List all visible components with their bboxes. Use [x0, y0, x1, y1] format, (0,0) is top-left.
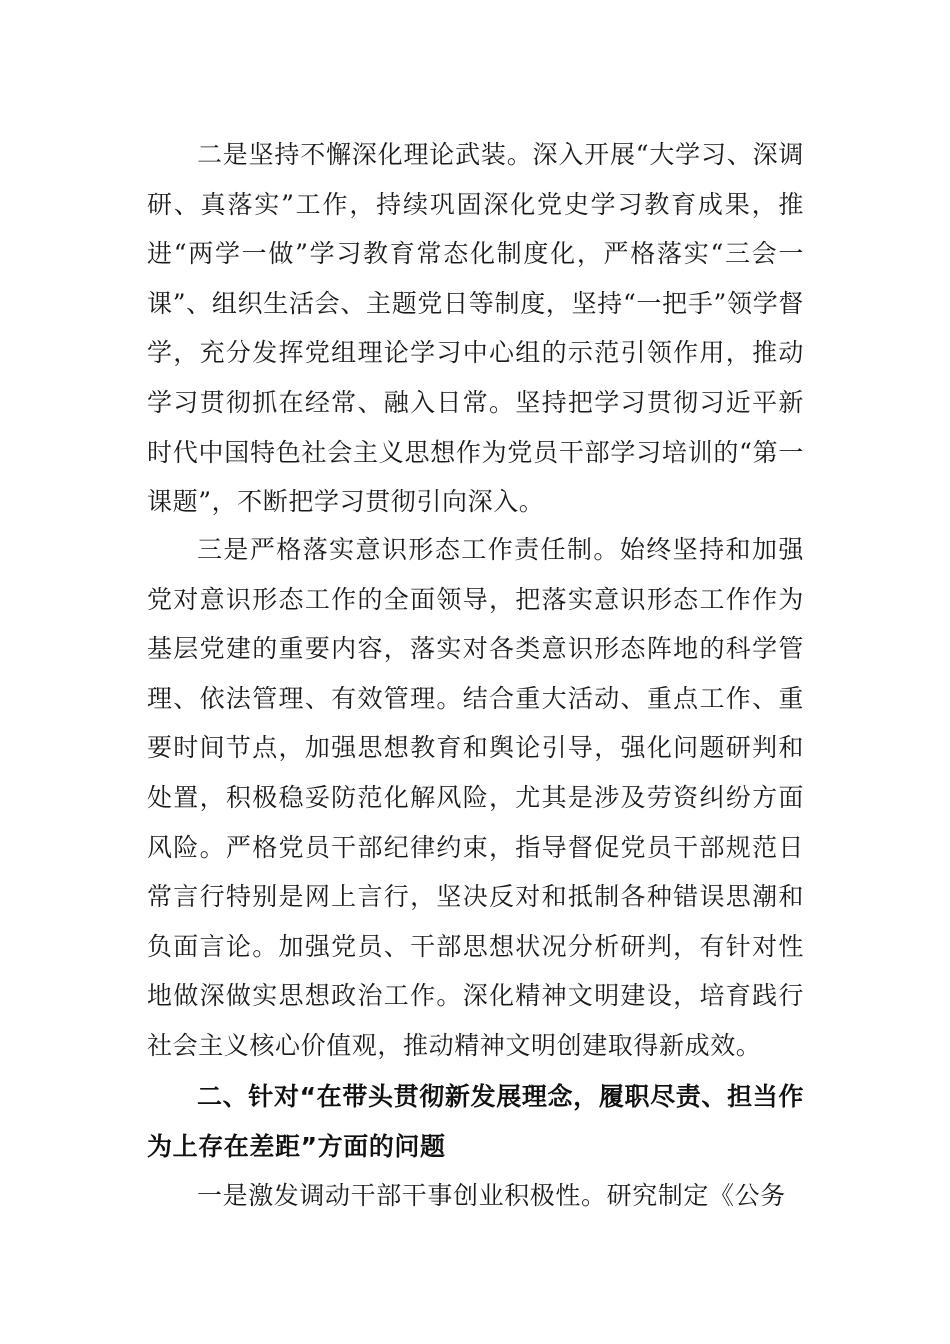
- section-heading-block: [147, 1072, 804, 1171]
- paragraph-block-3: [147, 525, 804, 1071]
- paragraph-3: 三是严格落实意识形态工作责任制。始终坚持和加强党对意识形态工作的全面领导，把落实意识形态工作作为基层党建的重要内容，落实对各类意识形态阵地的科学管理、依法管理、有效管理。结合重大活动、重点工作、重要时间节点，加强思想教育和舆论引导，强化问题研判和处置，积极稳妥防范化解风险，尤其是涉及劳资纠纷方面风险。严格党员干部纪律约束，指导督促党员干部规范日常言行特别是网上言行，坚决反对和抵制各种错误思潮和负面言论。加强党员、干部思想状况分析研判，有针对性地做深做实思想政治工作。深化精神文明建设，培育践行社会主义核心价值观，推动精神文明创建取得新成效。: [147, 535, 804, 1060]
- paragraph-block-last: [147, 1171, 804, 1221]
- paragraph-last: 一是激发调动干部干事创业积极性。研究制定《公务: [197, 1181, 786, 1210]
- paragraph-2: 二是坚持不懈深化理论武装。深入开展“大学习、深调研、真落实”工作，持续巩固深化党史学习教育成果，推进“两学一做”学习教育常态化制度化，严格落实“三会一课”、组织生活会、主题党日等制度，坚持“一把手”领学督学，充分发挥党组理论学习中心组的示范引领作用，推动学习贯彻抓在经常、融入日常。坚持把学习贯彻习近平新时代中国特色社会主义思想作为党员干部学习培训的“第一课题”，不断把学习贯彻引向深入。: [147, 140, 804, 517]
- paragraph-block-2: [147, 130, 804, 527]
- section-heading: 二、针对“在带头贯彻新发展理念，履职尽责、担当作为上存在差距”方面的问题: [147, 1082, 804, 1161]
